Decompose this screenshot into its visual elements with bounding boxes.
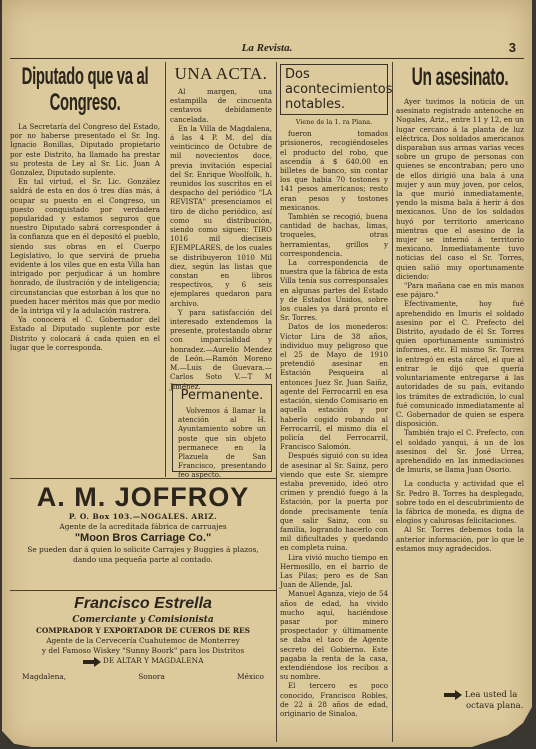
ad-joffroy — [12, 482, 274, 565]
ad-estrella — [12, 594, 274, 682]
ad-text: DE ALTAR Y MAGDALENA — [12, 656, 274, 666]
ad-rule — [10, 590, 276, 591]
ad-name: A. M. JOFFROY — [36, 482, 250, 512]
ad-places — [12, 666, 274, 682]
box-text: Volvemos á llamar la atención al H. Ayuntamiento sobre un poste que sin objeto permanece en la Plazuela de San Francisco, presentando feo aspecto. — [178, 406, 266, 480]
column-rule — [392, 62, 393, 742]
newspaper-page — [2, 0, 532, 747]
newspaper-title: La Revista. — [241, 42, 293, 54]
ad-text: Se pueden dar á quien lo solicite Carrajes y Buggies á plazos, dando una pequeña parte al contado. — [27, 545, 259, 564]
article-una-acta — [170, 64, 272, 391]
article-asesinato — [396, 64, 524, 684]
article-paragraph: En la Villa de Magdalena, á las 4 P. M. del día veinticinco de Octubre de mil novecientos doce, previa invitación especial del Sr. Enrique Woolfolk, h. reunidos los suscritos en el despacho del periódico "LA REVISTA" presenciamos el tiro de dicho periódico, así como su distribución, siendo como siguen: TIRO 1016 mil dieciseis EJEMPLARES, de los cuales se distribuyeron 1010 Mil diez, según las listas que constan en libros respectivos, y 6 seis ejemplares quedaron para archivo. — [170, 123, 272, 308]
column-rule — [276, 62, 277, 742]
ad-text: Agente de la Cervecería Cuahutemoc de Monterrey — [46, 636, 240, 645]
article-heading: Un asesinato. — [411, 63, 509, 91]
continued-note: Viene de la 1. ra Plana. — [295, 118, 373, 126]
article-paragraph: Al Sr. Torres debemos toda la anterior información, por lo que le estamos muy agradecidos. — [396, 525, 524, 553]
article-paragraph: Manuel Aganza, viejo de 54 años de edad, ha vivido mucho aquí, haciéndose pasar por minero prospectador y últimamente se daba el taco de Agente secreto del Gobierno. Este pagaba la renta de la casa, extendiéndose los recibos a su nombre. — [280, 589, 388, 682]
ad-place: México — [236, 672, 264, 681]
article-heading: Dos acontecimientos notables. — [280, 64, 388, 115]
column-rule — [165, 62, 166, 477]
ad-name: Francisco Estrella — [74, 595, 212, 612]
ad-text: COMPRADOR Y EXPORTADOR DE CUEROS DE RES — [36, 626, 250, 635]
ad-text: Agente de la acreditada fábrica de carruajes — [59, 522, 227, 531]
article-paragraph: En tal virtud, el Sr. Lic. González saldrá de esta en dos ó tres días más, á ocupar su puesto en el Congreso, un puesto conquistado por verdadera popularidad y estamos seguros que nuestro Diputado sabrá corresponder á la confianza que en él depositó el pueblo, siendo sus obras en el Cuerpo Legislativo, lo que servirá de prueba evidente á los viles que en esta Villa han intrigado por perjudicar á un hombre honrado, de ilustración y de inteligencia; circunstancias que estorban á los que no pueden hacer méritos más que por medio de la intriga vil y la adulación rastrera. — [10, 177, 160, 316]
article-paragraph: fueron tomados prisioneros, recogiéndoseles el producto del robo, que ascendía á $ 640.00 en billetes de banco, sin contar los que habia 70 tostones y 141 pesos americanos; resto eran pesos y tostones mexicanos. — [280, 129, 388, 212]
page-number: 3 — [508, 40, 516, 55]
pointing-hand-icon — [83, 657, 101, 666]
article-paragraph: Al margen, una estampilla de cincuenta centavos debidamente cancelada. — [170, 87, 272, 124]
box-heading: Permanente. — [180, 388, 264, 403]
footer-note: Lea usted la octava plana. — [444, 690, 524, 712]
article-paragraph: La correspondencia de nuestra que la fábrica de esta Villa tenía sus corresponsales en algunas partes del Estado y de Estados Unidos, sobre los cuales ya dará pronto el Sr. Torres. — [280, 258, 388, 323]
header-rule — [10, 58, 524, 59]
article-paragraph: La conducta y actividad que el Sr. Pedro B. Torres ha desplegado, sobre todo en el descubrimiento de la fábrica de moneda, es digna de elogios y calurosas felicitaciones. — [396, 479, 524, 526]
ad-place: Sonora — [138, 672, 165, 681]
article-paragraph: Datos de los monederos: Víctor Lira de 38 años, individuo muy peligroso que el 25 de Mayo de 1910 pretendió asesinar en Estación Pesqueira al entonces Juez Sr. Juan Saiñz, agente del Ferrocarril en esa estación, siendo Comisario en aquella estación y por haberlo cogido robando al Ferrocarril, el mismo día el policía del Ferrocarril, Francisco Salomón. — [280, 322, 388, 452]
article-diputado — [10, 64, 160, 476]
ad-subtitle: Comerciante y Comisionista — [72, 615, 214, 625]
article-heading: Diputado que va al Congreso. — [21, 63, 149, 116]
pointing-hand-icon — [444, 690, 462, 699]
article-paragraph: También trajo el C. Prefecto, con el soldado yanqui, á un de los asesinos del Sr. José Urrea, aprehendido en las inmediaciones de Imuris, se llama Juan Osorio. — [396, 428, 524, 475]
article-paragraph: El tercero es poco conocido, Francisco Robles, de 22 á 28 años de edad, originario de Sinaloa. — [280, 681, 388, 718]
article-paragraph: La Secretaría del Congreso del Estado, por no haberse presentado el Sr. Ing. Ignacio Bonillas, Diputado propietario por este Distrito, ha llamado ha prestar su protesta de Ley al Sr. Lic. Juan A Gonzalez, Diputado suplente. — [10, 122, 160, 178]
article-paragraph: Y para satisfacción del interesado extendemos la presente, protestando obrar con imparcialidad y honradez.—Aurelio Mendez de León.—Ramón Moreno M.—Luis de Guevara.—Carlos Soto V.—T M Jiménez. — [170, 307, 272, 391]
torn-corner — [2, 731, 32, 747]
permanente-box — [172, 384, 272, 480]
article-paragraph: Efectivamente, hoy fué aprehendido en Imuris el soldado asesino por el C. Prefecto del Distrito, ayudado de él Sr. Torres quien oportunamente suministró informes, etc. El mismo Sr. Torres lo entregó en esta cárcel, el que al entrar le dijó que quería voluntariamente entregarse á las autoridades de su país, evitando los trámites de extradición, lo cual fué comunicado inmediatamente al C. Gobernador de quien se espera disposición. — [396, 299, 524, 429]
article-paragraph: "Para mañana cae en mis manos ese pájaro." — [396, 281, 524, 300]
article-heading: UNA ACTA. — [174, 64, 268, 83]
ad-text: y del Famoso Wiskey "Sunny Boork" para los Distritos — [41, 646, 245, 655]
article-paragraph: También se recogió, buena cantidad de hachas, limas, troqueles, otras herramientas, grillos y correspondencia. — [280, 212, 388, 258]
article-paragraph: Después siguió con su idea de asesinar al Sr. Sainz, pero viendo que este Sr. siempre estaba prevenido, ideó otro crimen y prendió fuego á la Estación, por la puerta por donde precisamente tenía que salir Sainz, con su familia, logrando hacerlo con mil dificultades y quedando en completa ruina. — [280, 451, 388, 553]
torn-corner — [472, 707, 532, 747]
article-dos-acontecimientos — [280, 64, 393, 744]
ad-place: Magdalena, — [22, 672, 67, 681]
ad-address: P. O. Box 103.—NOGALES. ARIZ. — [68, 512, 218, 521]
article-paragraph: Lira vivió mucho tiempo en Hermosillo, en el barrio de Las Pilas; pero es de San Juan de Allende, Jal. — [280, 552, 388, 590]
article-paragraph: Ya conocerá el C. Gobernador del Estado al Diputado suplente por este Distrito y colocará á cada quien en el lugar que le corresponda. — [10, 315, 160, 352]
ad-brand: "Moon Bros Carriage Co." — [74, 532, 212, 544]
article-paragraph: Ayer tuvimos la noticia de un asesinato registrado antenoche en Nogales, Ariz., entre 11 y 12, en un lugar cercano á la planta de luz eléctrica. Dos soldados americanos disparaban sus armas varias veces sobre un grupo de personas con quienes se encontraban; pero uno de ellos dirigió una bala á una mujer y aun muy joven, por celos, la que murió inmediatamente, yendo la misma bala á herir á dos mexicanos. Uno de los soldados huyó por territorio americano mientras que el asesino de la mujer se internó á territorio mexicano. Inmediatamente tuvo noticias del caso el Sr. Torres, quien salió muy oportunamente diciendo: — [396, 97, 524, 281]
